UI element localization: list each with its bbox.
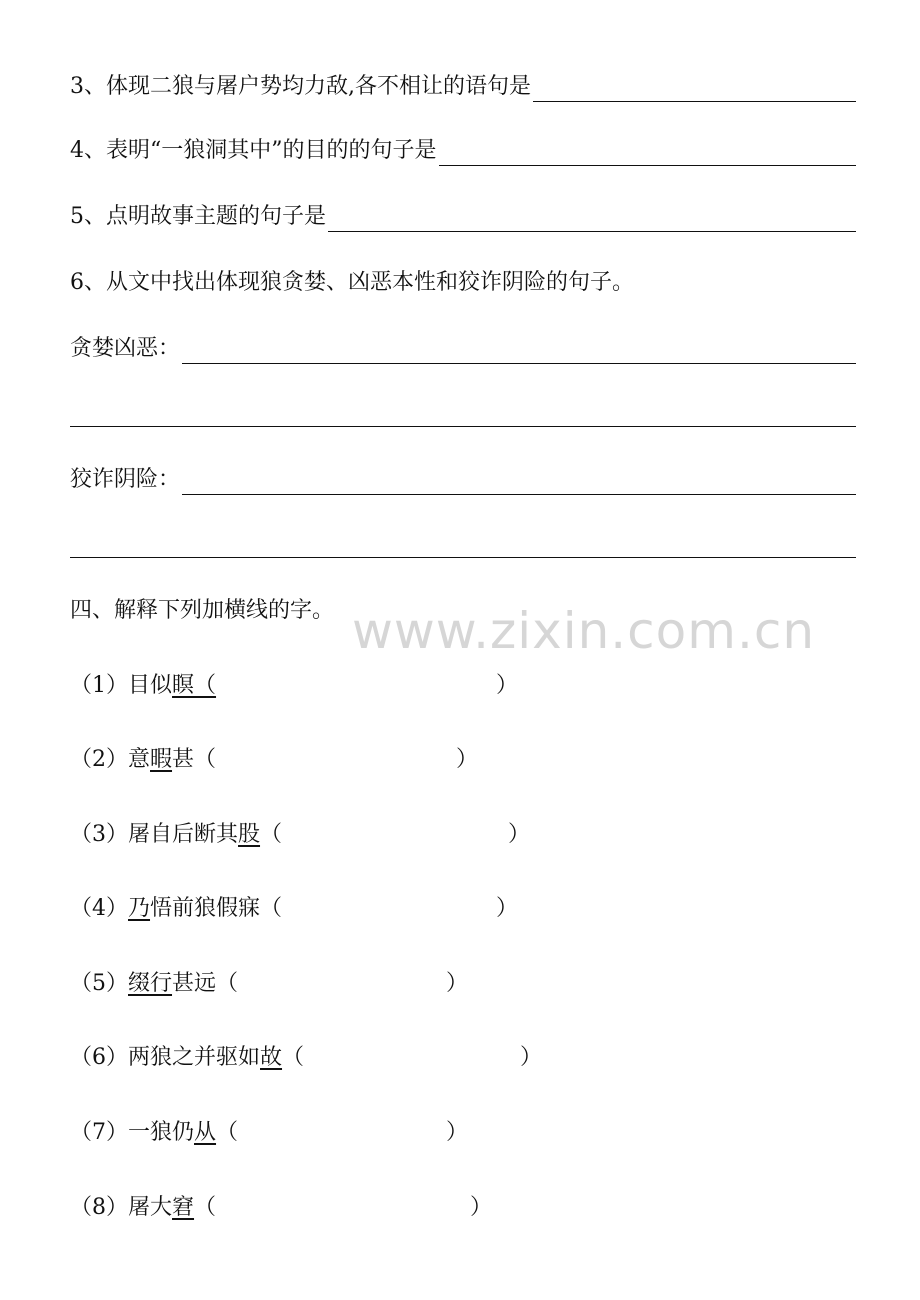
question-6-text: 6、从文中找出体现狼贪婪、凶恶本性和狡诈阴险的句子。 — [70, 270, 634, 295]
vocab-item — [70, 969, 238, 999]
vocab-answer-close-paren: ） — [496, 896, 519, 921]
vocab-item-underlined: 股 — [238, 822, 261, 847]
question-5 — [70, 202, 856, 232]
vocab-item-number: （4） — [70, 896, 128, 921]
vocab-item-text-after: 甚远（ — [172, 971, 239, 996]
question-4 — [70, 136, 856, 166]
vocab-item-text-after: 甚（ — [172, 747, 217, 772]
vocab-item-number: （7） — [70, 1120, 128, 1145]
vocab-item-underlined: 暇 — [150, 747, 173, 772]
vocab-item-text: 意 — [128, 747, 151, 772]
vocab-item — [70, 894, 282, 924]
section-4-heading: 四、解释下列加横线的字。 — [70, 598, 335, 623]
vocab-answer-close-paren: ） — [520, 1045, 543, 1070]
vocab-item-number: （5） — [70, 971, 128, 996]
vocab-answer-close-paren: ） — [508, 822, 531, 847]
vocab-item-text: 目似 — [128, 673, 173, 698]
vocab-item — [70, 820, 282, 850]
vocab-item-underlined: 窘 — [172, 1195, 195, 1220]
vocab-item-number: （6） — [70, 1045, 128, 1070]
vocab-item-text-after: （ — [216, 1120, 239, 1145]
vocab-item-underlined: 故 — [260, 1045, 283, 1070]
answer-blank-cunning[interactable] — [182, 470, 856, 495]
vocab-item-text-after: （ — [282, 1045, 305, 1070]
question-3-text: 3、体现二狼与屠户势均力敌,各不相让的语句是 — [70, 74, 531, 99]
vocab-item-text: 一狼仍 — [128, 1120, 195, 1145]
vocab-item-text-after: 悟前狼假寐（ — [150, 896, 283, 921]
cunning-answer-line — [70, 465, 856, 495]
question-6 — [70, 268, 856, 298]
answer-blank-greedy-2[interactable] — [70, 426, 856, 427]
vocab-answer-close-paren: ） — [470, 1195, 493, 1220]
answer-blank-4[interactable] — [439, 141, 857, 166]
vocab-item-text: 屠自后断其 — [128, 822, 239, 847]
vocab-item-number: （1） — [70, 673, 128, 698]
vocab-item-underlined: 瞑（ — [172, 673, 217, 698]
vocab-item — [70, 745, 216, 775]
vocab-answer-close-paren: ） — [456, 747, 479, 772]
watermark: www.zixin.com.cn — [352, 602, 816, 660]
vocab-item-number: （2） — [70, 747, 128, 772]
question-5-text: 5、点明故事主题的句子是 — [70, 204, 326, 229]
answer-blank-greedy[interactable] — [182, 339, 856, 364]
vocab-answer-close-paren: ） — [446, 971, 469, 996]
answer-blank-5[interactable] — [328, 207, 856, 232]
vocab-item — [70, 671, 216, 701]
vocab-answer-close-paren: ） — [446, 1120, 469, 1145]
answer-blank-3[interactable] — [533, 77, 856, 102]
vocab-item — [70, 1043, 304, 1073]
vocab-item-underlined: 从 — [194, 1120, 217, 1145]
vocab-item-text-after: （ — [194, 1195, 217, 1220]
greedy-label: 贪婪凶恶： — [70, 336, 181, 361]
vocab-answer-close-paren: ） — [496, 673, 519, 698]
cunning-label: 狡诈阴险： — [70, 467, 181, 492]
question-4-text: 4、表明“一狼洞其中”的目的的句子是 — [70, 138, 437, 163]
vocab-item-underlined: 乃 — [128, 896, 151, 921]
vocab-item-number: （8） — [70, 1195, 128, 1220]
vocab-item — [70, 1118, 238, 1148]
greedy-answer-line — [70, 334, 856, 364]
vocab-item-text: 屠大 — [128, 1195, 173, 1220]
vocab-item-text: 两狼之并驱如 — [128, 1045, 261, 1070]
vocab-item — [70, 1193, 216, 1223]
answer-blank-cunning-2[interactable] — [70, 557, 856, 558]
vocab-item-text-after: （ — [260, 822, 283, 847]
vocab-item-underlined: 缀行 — [128, 971, 173, 996]
question-3 — [70, 72, 856, 102]
vocab-item-number: （3） — [70, 822, 128, 847]
